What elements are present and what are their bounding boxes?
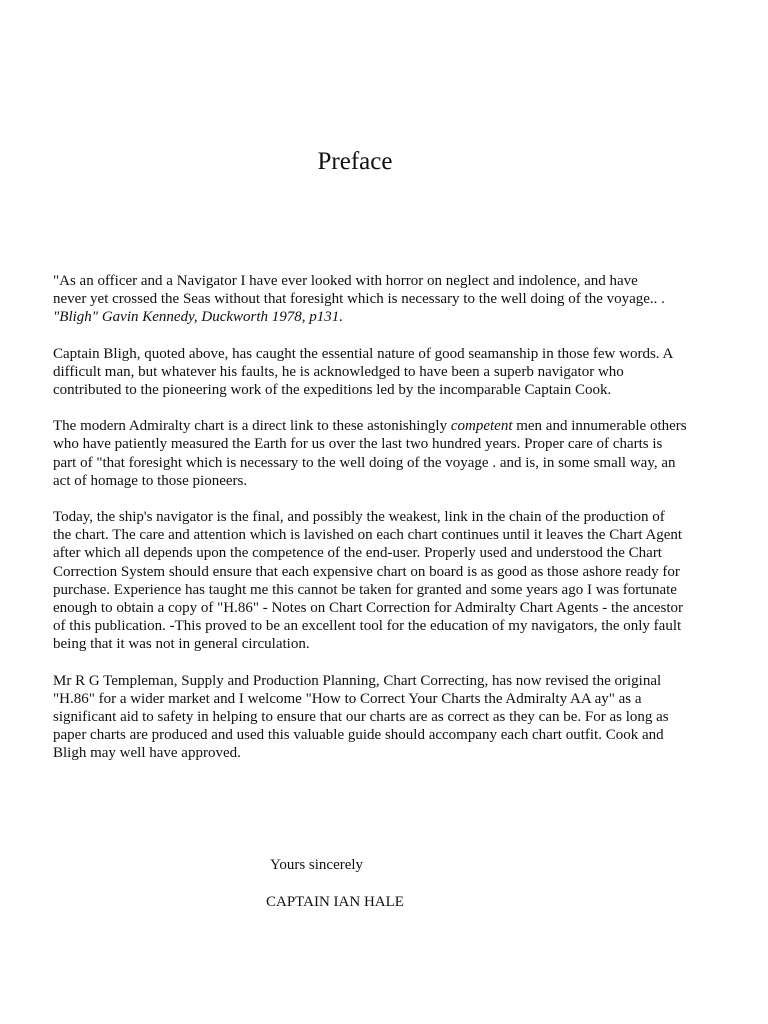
paragraph-line: enough to obtain a copy of "H.86" - Notes on Chart Correction for Admiralty Chart Agents - the ancestor (53, 600, 684, 617)
paragraph-line: "H.86" for a wider market and I welcome "How to Correct Your Charts the Admiralty AA ay" as a (53, 690, 642, 707)
quote-citation: "Bligh" Gavin Kennedy, Duckworth 1978, p131. (53, 309, 344, 326)
paragraph-line: part of "that foresight which is necessary to the well doing of the voyage . and is, in some small way, an (53, 454, 676, 471)
closing-salutation: Yours sincerely (270, 857, 364, 873)
paragraph-line: paper charts are produced and used this valuable guide should accompany each chart outfit. Cook and (53, 727, 664, 744)
paragraph-line: of this publication. -This proved to be an excellent tool for the education of my navigators, the only fault (53, 618, 682, 635)
quote-line: "As an officer and a Navigator I have ever looked with horror on neglect and indolence, and have (53, 273, 638, 289)
paragraph-line (53, 417, 713, 435)
paragraph-line: after which all depends upon the competence of the end-user. Properly used and understood the Chart (53, 545, 662, 562)
paragraph-line: Bligh may well have approved. (53, 745, 241, 762)
paragraph-line: being that it was not in general circulation. (53, 636, 310, 653)
paragraph-line: Mr R G Templeman, Supply and Production Planning, Chart Correcting, has now revised the original (53, 672, 662, 689)
paragraph-bligh (53, 345, 713, 400)
signature-name: CAPTAIN IAN HALE (266, 894, 404, 910)
quote-line: never yet crossed the Seas without that foresight which is necessary to the well doing of the voyage.. . (53, 291, 665, 308)
paragraph-line: who have patiently measured the Earth for us over the last two hundred years. Proper care of charts is (53, 436, 663, 453)
paragraph-line: purchase. Experience has taught me this cannot be taken for granted and some years ago I was fortunate (53, 581, 677, 598)
paragraph-line: Today, the ship's navigator is the final, and possibly the weakest, link in the chain of the production of (53, 509, 665, 526)
paragraph-navigator (53, 508, 713, 654)
paragraph-line: Captain Bligh, quoted above, has caught the essential nature of good seamanship in those few words. A (53, 345, 674, 362)
preface-body (53, 272, 713, 781)
paragraph-line: contributed to the pioneering work of the expeditions led by the incomparable Captain Cook. (53, 382, 612, 399)
paragraph-line: significant aid to safety in helping to ensure that our charts are as correct as they can be. For as long as (53, 709, 669, 726)
bligh-quote (53, 272, 713, 327)
paragraph-templeman (53, 672, 713, 763)
page-title: Preface (317, 148, 393, 175)
paragraph-line: Correction System should ensure that each expensive chart on board is as good as those ashore ready for (53, 563, 680, 580)
emphasis-competent: competent (450, 418, 513, 435)
paragraph-line: the chart. The care and attention which is lavished on each chart continues until it leaves the Chart Agent (53, 527, 683, 544)
paragraph-line: difficult man, but whatever his faults, he is acknowledged to have been a superb navigator who (53, 363, 624, 380)
paragraph-line: act of homage to those pioneers. (53, 472, 248, 489)
text-run: men and innumerable others (512, 418, 687, 435)
text-run: The modern Admiralty chart is a direct link to these astonishingly (53, 418, 451, 435)
paragraph-admiralty-chart (53, 417, 713, 490)
